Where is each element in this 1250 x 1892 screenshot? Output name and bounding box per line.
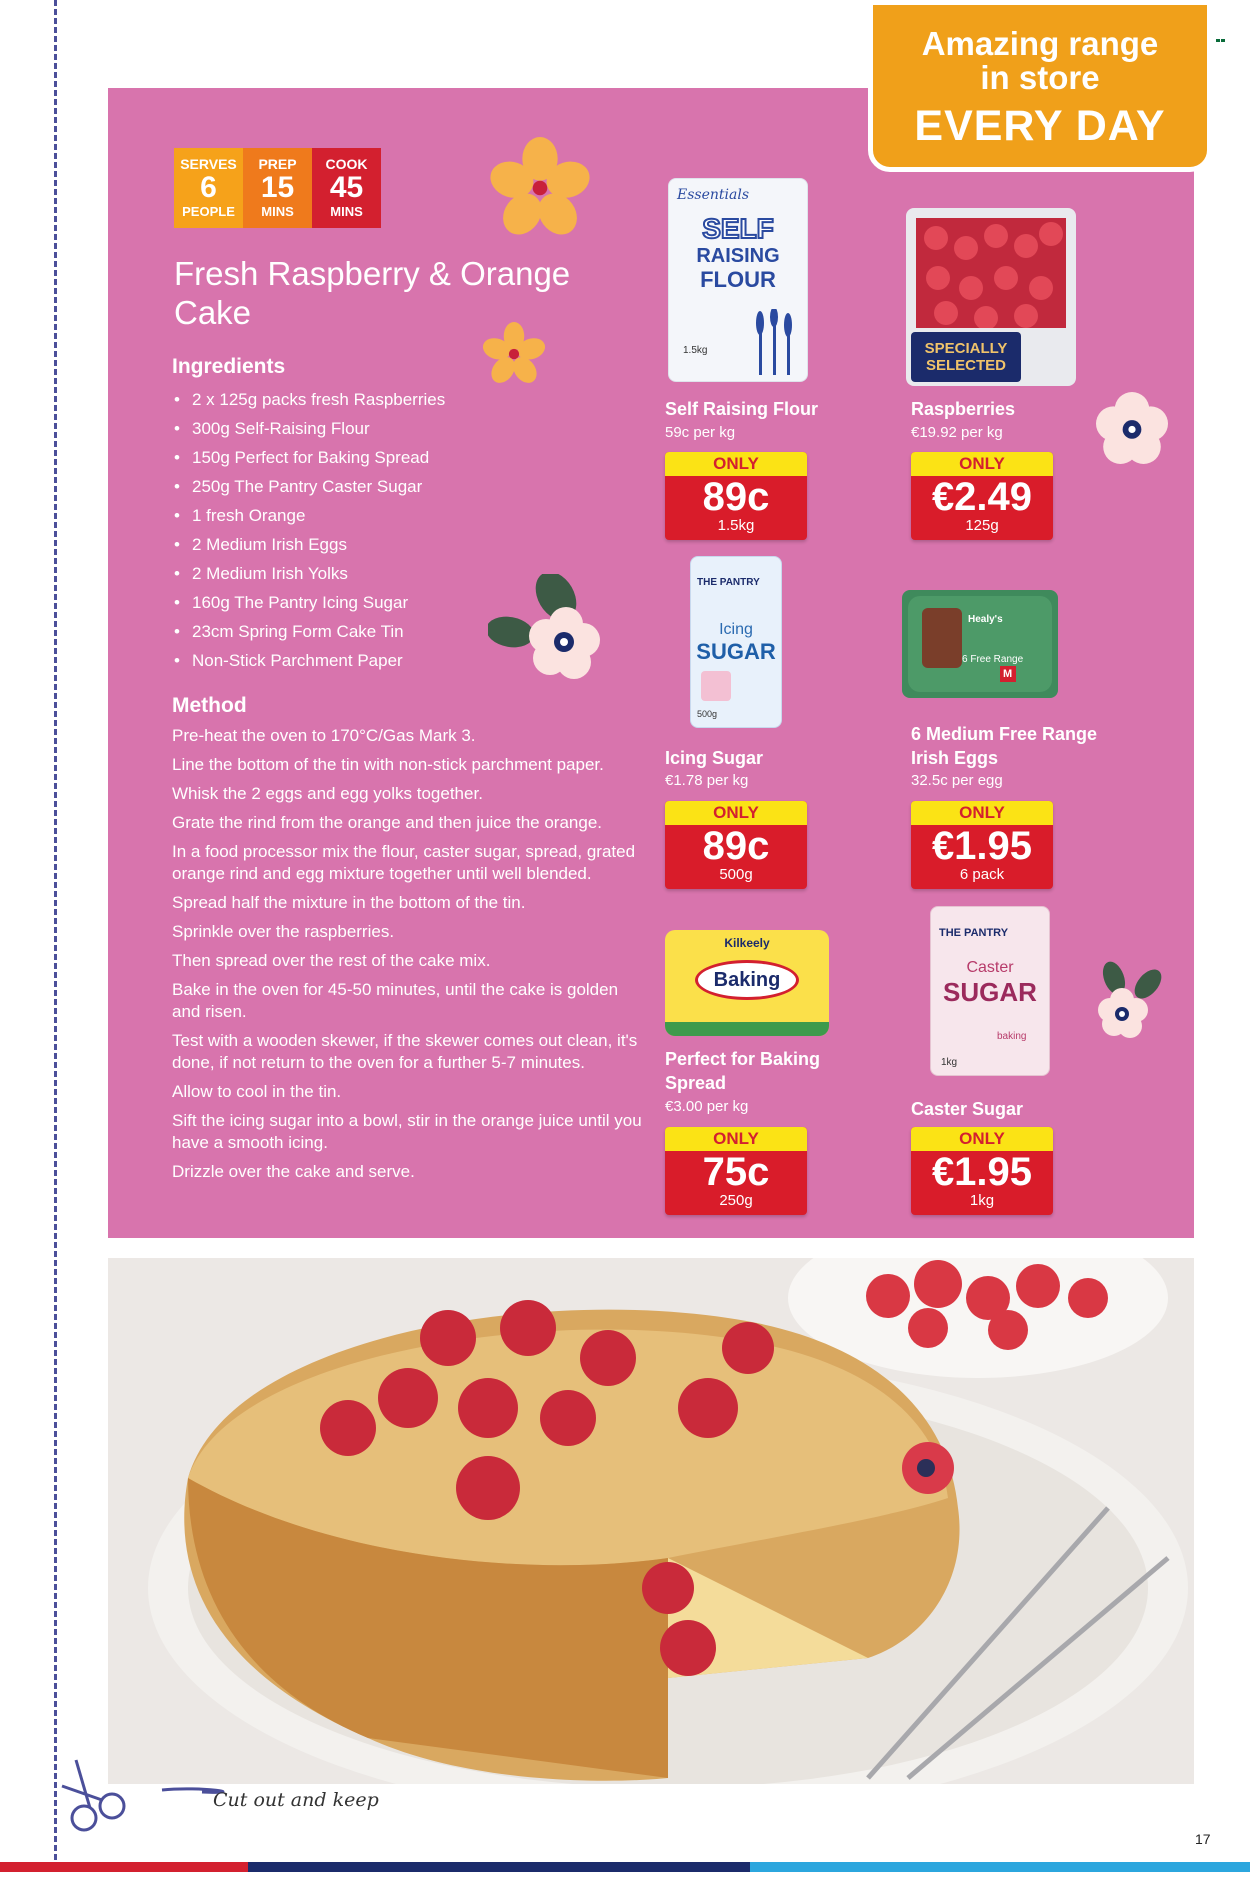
pack-size: 1.5kg — [717, 517, 755, 534]
product-unit-price: 32.5c per egg — [911, 772, 1003, 789]
cake-illustration — [108, 1258, 1194, 1784]
method-step: Spread half the mixture in the bottom of the tin. — [172, 893, 526, 912]
cake-photo — [108, 1258, 1194, 1784]
pack-text: 6 Free Range — [962, 654, 1024, 665]
product-name: Icing Sugar — [665, 748, 764, 768]
pack-text: THE PANTRY — [939, 927, 1009, 939]
pack-text: SUGAR — [696, 639, 776, 664]
serves-badge — [174, 148, 243, 228]
baking-spread-tub-image — [665, 930, 829, 1036]
promo-badge — [868, 0, 1212, 172]
price-amount: €2.49 — [931, 475, 1033, 519]
product-unit-price: €19.92 per kg — [911, 424, 1003, 441]
only-label: ONLY — [911, 1127, 1053, 1151]
method-step: Allow to cool in the tin. — [172, 1082, 342, 1101]
method-step: Grate the rind from the orange and then juice the orange. — [172, 813, 602, 832]
stat-value: 15 — [260, 171, 295, 204]
pack-size: 500g — [719, 866, 753, 883]
ingredients-heading: Ingredients — [172, 355, 286, 378]
pack-text: 1.5kg — [683, 345, 708, 356]
price-tag — [911, 801, 1053, 889]
prep-badge — [243, 148, 312, 228]
only-label: ONLY — [665, 1127, 807, 1151]
product-name: Perfect for Baking Spread — [665, 1049, 821, 1093]
pack-size: 125g — [965, 517, 999, 534]
leaf-flower-small-icon — [1096, 960, 1166, 1040]
ingredient-item: • 250g The Pantry Caster Sugar — [174, 476, 614, 505]
method-heading: Method — [172, 694, 247, 717]
product-name: Raspberries — [911, 399, 1016, 419]
pack-text: Essentials — [677, 187, 750, 203]
cut-guide-line — [54, 0, 57, 1860]
ingredient-item: • 2 Medium Irish Yolks — [174, 563, 614, 592]
cook-badge — [312, 148, 381, 228]
pack-text: 500g — [697, 709, 718, 719]
ingredient-item: • 300g Self-Raising Flour — [174, 418, 614, 447]
pack-size: 6 pack — [959, 866, 1005, 883]
stat-value: 6 — [200, 171, 217, 204]
ingredient-item: • 2 Medium Irish Eggs — [174, 534, 614, 563]
pack-text: RAISING — [696, 245, 780, 267]
promo-line-3: EVERY DAY — [914, 102, 1166, 150]
ingredient-item: • Non-Stick Parchment Paper — [174, 650, 614, 679]
pack-text: Caster — [966, 959, 1014, 976]
pack-text: Icing — [719, 621, 753, 638]
footer-stripe-navy — [248, 1862, 750, 1872]
price-amount: 75c — [702, 1150, 770, 1194]
cut-out-and-keep-text: Cut out and keep — [213, 1789, 379, 1811]
wheat-icon — [749, 309, 799, 375]
pack-text: SPECIALLY — [924, 340, 1008, 357]
pack-text: Baking — [695, 960, 799, 1000]
only-label: ONLY — [665, 452, 807, 476]
pack-text: Kilkeely — [724, 936, 770, 950]
pack-size: 250g — [719, 1192, 753, 1209]
price-amount: €1.95 — [931, 1150, 1033, 1194]
orange-flower-icon — [488, 136, 592, 240]
footer-stripe-blue — [750, 1862, 1250, 1872]
price-amount: €1.95 — [931, 824, 1033, 868]
stat-unit: PEOPLE — [182, 204, 235, 219]
page-number: 17 — [1195, 1831, 1211, 1847]
small-orange-flower-icon — [482, 322, 546, 386]
product-unit-price: €3.00 per kg — [665, 1098, 749, 1115]
method-step: Then spread over the rest of the cake mix. — [172, 951, 491, 970]
only-label: ONLY — [911, 452, 1053, 476]
eggs-carton-image — [902, 590, 1058, 698]
recipe-title: Fresh Raspberry & Orange Cake — [174, 255, 571, 331]
price-amount: 89c — [702, 824, 770, 868]
specially-selected-logo — [911, 332, 1021, 382]
stat-value: 45 — [329, 171, 364, 204]
icing-sugar-pack-image — [690, 556, 782, 728]
method-step: In a food processor mix the flour, caster sugar, spread, grated orange rind and egg mixture together until well blended. — [172, 842, 636, 883]
method-list — [172, 725, 642, 1190]
pack-text: baking — [997, 1031, 1027, 1042]
small-mark-icon — [1216, 38, 1226, 46]
only-label: ONLY — [665, 801, 807, 825]
method-step: Whisk the 2 eggs and egg yolks together. — [172, 784, 483, 803]
stat-label: SERVES — [180, 156, 237, 172]
price-tag — [665, 801, 807, 889]
pack-text: THE PANTRY — [697, 577, 760, 588]
product-name: Caster Sugar — [911, 1099, 1024, 1119]
pack-text: Healy's — [968, 614, 1003, 625]
stat-unit: MINS — [330, 204, 363, 219]
footer-stripe-red — [0, 1862, 248, 1872]
stat-label: PREP — [258, 156, 297, 172]
recipe-stats — [174, 148, 381, 228]
price-tag — [911, 452, 1053, 540]
pack-text: SUGAR — [943, 977, 1037, 1007]
price-tag — [665, 452, 807, 540]
pack-size: 1kg — [969, 1192, 995, 1209]
stat-label: COOK — [325, 156, 368, 172]
method-step: Test with a wooden skewer, if the skewer comes out clean, it's done, if not return to the oven for a further 5-7 minutes. — [172, 1031, 638, 1072]
pack-text: FLOUR — [700, 267, 776, 292]
leaf-flower-icon — [488, 574, 604, 684]
ingredient-item: • 1 fresh Orange — [174, 505, 614, 534]
product-unit-price: 59c per kg — [665, 424, 736, 441]
method-step: Pre-heat the oven to 170°C/Gas Mark 3. — [172, 726, 476, 745]
product-unit-price: €1.78 per kg — [665, 772, 749, 789]
stat-unit: MINS — [261, 204, 294, 219]
egg-carton-icon — [902, 590, 1058, 698]
method-step: Drizzle over the cake and serve. — [172, 1162, 415, 1181]
price-tag — [911, 1127, 1053, 1215]
method-step: Sift the icing sugar into a bowl, stir in the orange juice until you have a smooth icing. — [172, 1111, 642, 1152]
caster-sugar-pack-image — [930, 906, 1050, 1076]
only-label: ONLY — [911, 801, 1053, 825]
ingredient-item: • 150g Perfect for Baking Spread — [174, 447, 614, 476]
promo-line-2: in store — [980, 59, 1100, 96]
pack-text: SELECTED — [925, 357, 1006, 374]
product-name: Self Raising Flour — [665, 399, 819, 419]
pack-text: SELF — [702, 213, 774, 244]
pack-text: 1kg — [941, 1057, 958, 1068]
method-step: Line the bottom of the tin with non-stick parchment paper. — [172, 755, 604, 774]
cake-illustration — [701, 671, 731, 701]
ingredient-item: • 160g The Pantry Icing Sugar — [174, 592, 614, 621]
pack-text: M — [1003, 668, 1013, 680]
method-step: Sprinkle over the raspberries. — [172, 922, 395, 941]
product-name: 6 Medium Free Range Irish Eggs — [911, 724, 1098, 768]
price-tag — [665, 1127, 807, 1215]
raspberries-pack-image — [906, 208, 1076, 386]
tub-band — [665, 1022, 829, 1036]
ingredient-item: • 23cm Spring Form Cake Tin — [174, 621, 614, 650]
method-step: Bake in the oven for 45-50 minutes, until the cake is golden and risen. — [172, 980, 619, 1021]
ingredient-item: • 2 x 125g packs fresh Raspberries — [174, 389, 614, 418]
price-amount: 89c — [702, 475, 770, 519]
promo-line-1: Amazing range — [921, 25, 1159, 62]
raspberry-icon — [916, 218, 1066, 328]
flour-pack-image — [668, 178, 808, 382]
